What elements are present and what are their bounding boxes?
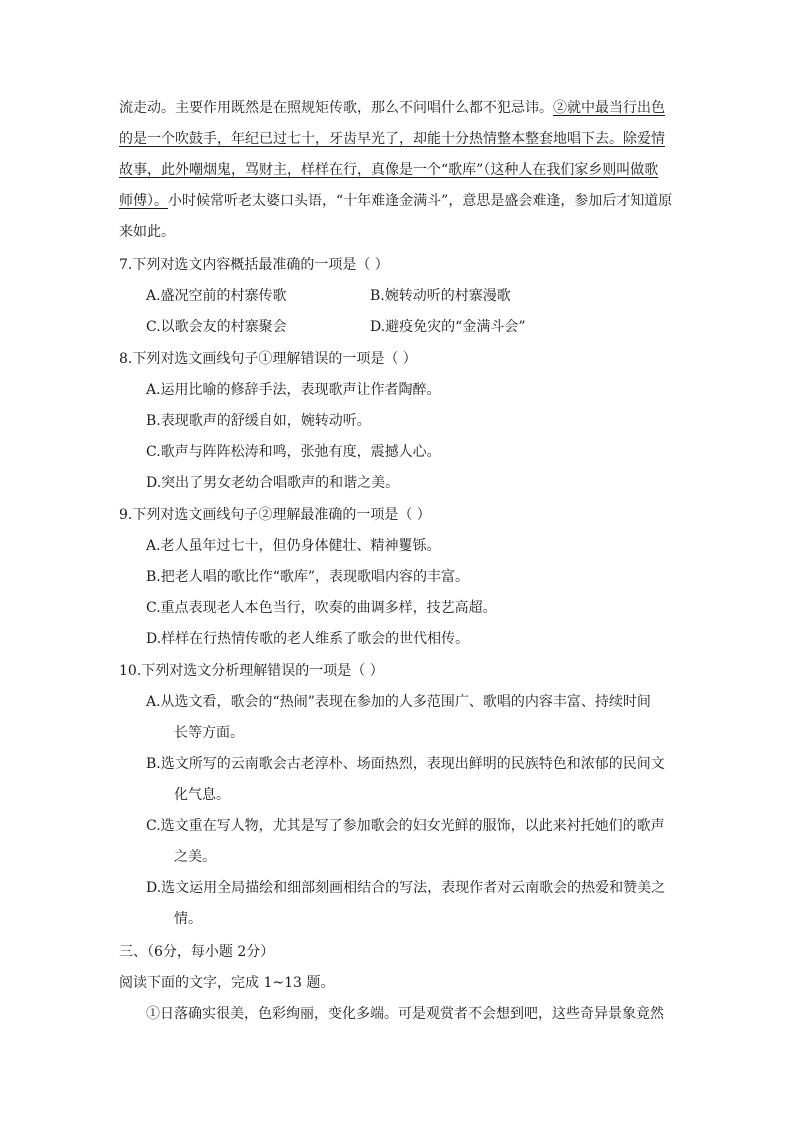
- question-10-option-c: C.选文重在写人物，尤其是写了参加歌会的妇女光鲜的服饰，以此来衬托她们的歌声: [146, 818, 665, 834]
- question-10-stem: 10.下列对选文分析理解错误的一项是（ ）: [119, 663, 384, 679]
- question-10-option-c-cont: 之美。: [174, 849, 216, 865]
- underlined-sentence-2: 故事，此外嘲烟鬼，骂财主，样样在行，真像是一个“歌库”（这种人在我们家乡则叫做歌: [119, 162, 659, 178]
- question-10-option-b-cont: 化气息。: [174, 787, 230, 803]
- question-7-option-b: B.婉转动听的村寨漫歌: [370, 288, 511, 304]
- section-3-heading: 三、（6分，每小题 2分）: [119, 944, 275, 960]
- passage-line-2: [119, 129, 665, 149]
- passage-line-5: 来如此。: [119, 224, 175, 240]
- question-7-option-a: A.盛况空前的村寨传歌: [146, 288, 287, 304]
- underlined-sentence-2: 的是一个吹鼓手，年纪已过七十，牙齿早光了，却能十分热情整本整套地唱下去。除爱情: [119, 131, 665, 147]
- passage-text: 流走动。主要作用既然是在照规矩传歌，那么不问唱什么都不犯忌讳。: [119, 100, 553, 116]
- question-10-option-d: D.选文运用全局描绘和细部刻画相结合的写法，表现作者对云南歌会的热爱和赞美之: [146, 880, 666, 896]
- question-7-stem: 7.下列对选文内容概括最准确的一项是（ ）: [119, 257, 389, 273]
- question-7-option-c: C.以歌会友的村寨聚会: [146, 319, 287, 335]
- question-10-option-a: A.从选文看，歌会的“热闹”表现在参加的人多范围广、歌唱的内容丰富、持续时间: [146, 694, 651, 710]
- question-9-option-b: B.把老人唱的歌比作“歌库”，表现歌唱内容的丰富。: [146, 569, 470, 585]
- question-7-option-d: D.避疫免灾的“金满斗会”: [370, 319, 526, 335]
- passage-text: 小时候常听老太婆口头语，“十年难逢金满斗”，意思是盛会难逢，参加后才知道原: [168, 193, 673, 209]
- question-9-option-a: A.老人虽年过七十，但仍身体健壮、精神矍铄。: [146, 538, 441, 554]
- underlined-sentence-2: 师傅）。: [119, 193, 168, 209]
- question-9-option-c: C.重点表现老人本色当行，吹奏的曲调多样，技艺高超。: [146, 600, 497, 616]
- question-10-option-d-cont: 情。: [174, 911, 202, 927]
- section-3-paragraph-1: ①日落确实很美，色彩绚丽，变化多端。可是观赏者不会想到吧，这些奇异景象竟然: [146, 1006, 664, 1022]
- passage-line-3: [119, 160, 658, 180]
- question-10-option-a-cont: 长等方面。: [174, 725, 244, 741]
- question-8-option-b: B.表现歌声的舒缓自如，婉转动听。: [146, 413, 371, 429]
- question-8-option-a: A.运用比喻的修辞手法，表现歌声让作者陶醉。: [146, 382, 441, 398]
- underlined-sentence-2: ②就中最当行出色: [553, 100, 665, 116]
- question-8-stem: 8.下列对选文画线句子①理解错误的一项是（ ）: [119, 351, 417, 367]
- question-8-option-c: C.歌声与阵阵松涛和鸣，张弛有度，震撼人心。: [146, 444, 441, 460]
- section-3-instruction: 阅读下面的文字，完成 1~13 题。: [119, 975, 335, 991]
- question-10-option-b: B.选文所写的云南歌会古老淳朴、场面热烈，表现出鲜明的民族特色和浓郁的民间文: [146, 756, 665, 772]
- question-9-stem: 9.下列对选文画线句子②理解最准确的一项是（ ）: [119, 507, 431, 523]
- question-8-option-d: D.突出了男女老幼合唱歌声的和谐之美。: [146, 475, 400, 491]
- question-9-option-d: D.样样在行热情传歌的老人维系了歌会的世代相传。: [146, 631, 470, 647]
- passage-line-1: [119, 98, 665, 118]
- passage-line-4: [119, 191, 672, 211]
